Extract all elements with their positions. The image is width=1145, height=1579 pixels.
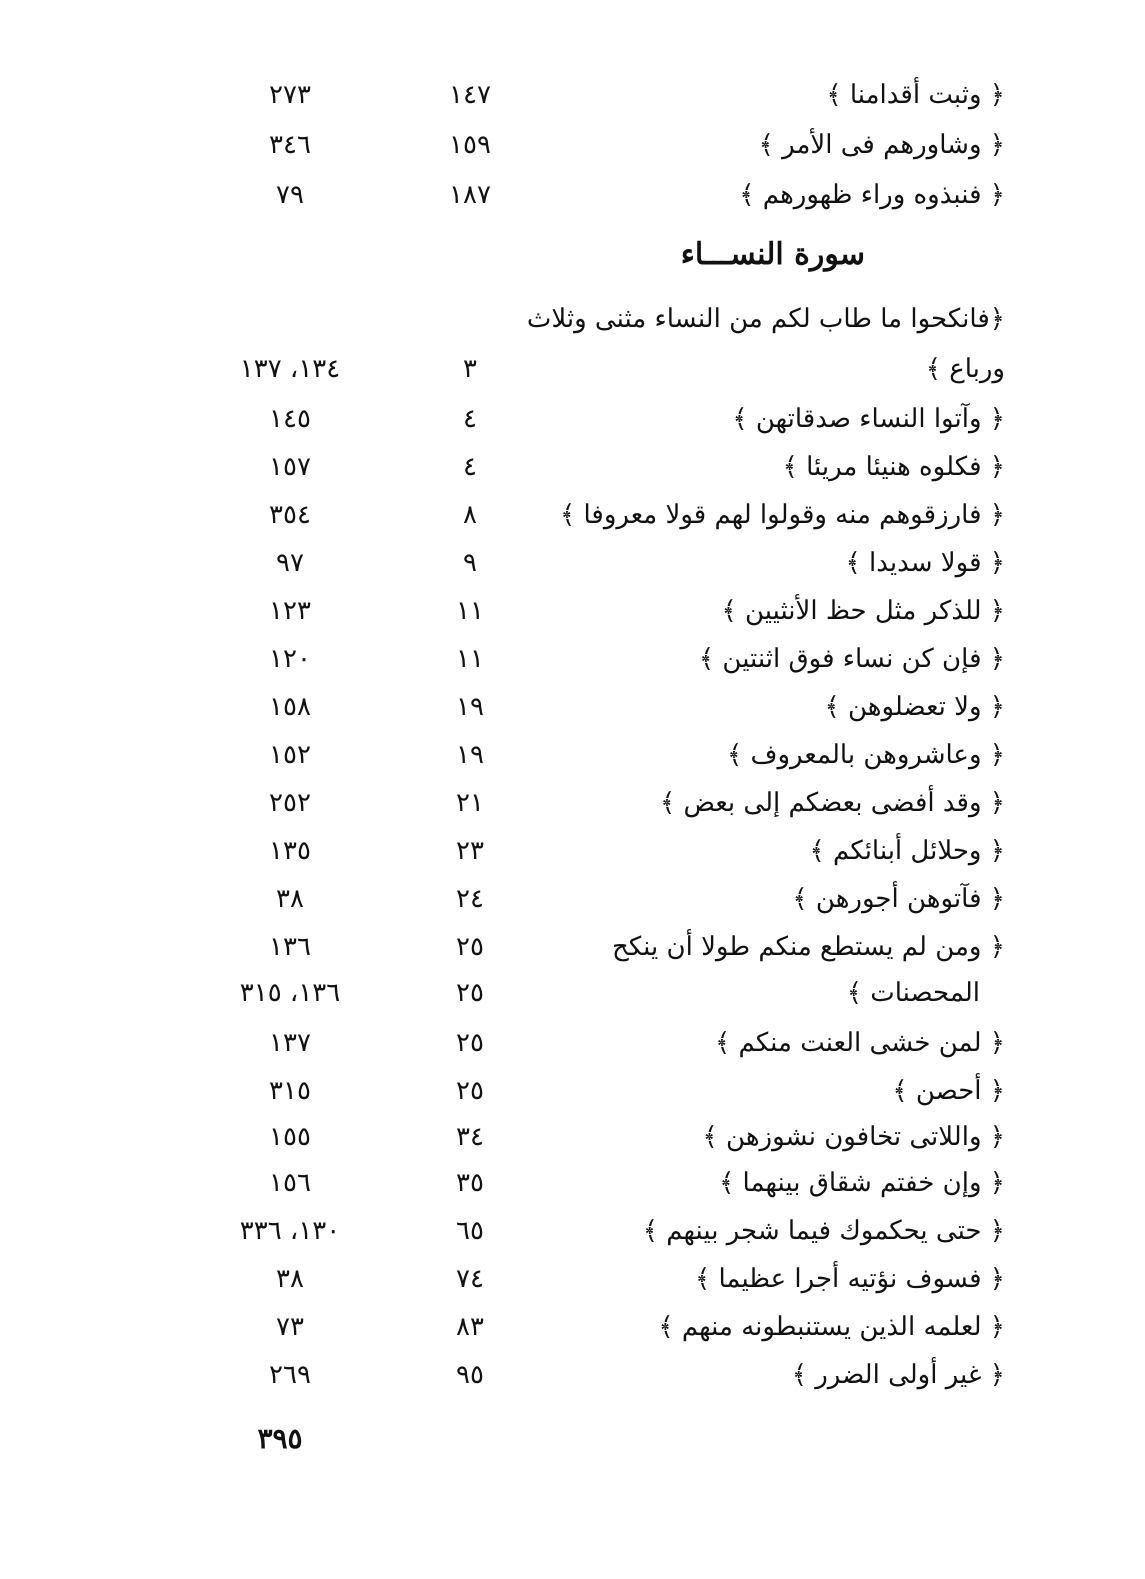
index-entry [0,346,1145,392]
index-entry [0,1068,1145,1114]
entry-verse: ٢٥ [456,978,484,1008]
entry-verse: ٢٥ [456,1028,484,1058]
entry-verse: ٨٣ [456,1312,484,1342]
entry-phrase: المحصنات ﴾ [846,978,980,1008]
entry-phrase: ﴿ فسوف نؤتيه أجرا عظيما ﴾ [695,1264,1005,1294]
entry-verse: ٢١ [456,788,484,818]
index-entry [0,1114,1145,1160]
entry-verse: ٨ [463,500,477,530]
entry-pages: ١٥٧ [269,452,311,482]
entry-pages: ١٥٢ [269,740,311,770]
entry-phrase: ﴿ قولا سديدا ﴾ [845,548,1005,578]
entry-verse: ٣ [463,354,477,384]
index-entry [0,1160,1145,1206]
entry-pages: ١٥٨ [269,692,311,722]
entry-phrase: ﴿ وثبت أقدامنا ﴾ [826,80,1005,110]
entry-pages: ١٥٥ [269,1122,311,1152]
entry-verse: ٢٤ [456,884,484,914]
entry-phrase: ﴿فانكحوا ما طاب لكم من النساء مثنى وثلاث [526,304,1005,334]
index-entry [0,540,1145,586]
entry-phrase: ﴿ فنبذوه وراء ظهورهم ﴾ [739,180,1005,210]
entry-phrase: ﴿ فكلوه هنيئا مريئا ﴾ [782,452,1005,482]
index-entry [0,780,1145,826]
index-entry [0,296,1145,342]
entry-verse: ٣٥ [456,1168,484,1198]
entry-verse: ١٨٧ [449,180,491,210]
entry-phrase: ﴿ وشاورهم فى الأمر ﴾ [758,130,1005,160]
entry-phrase: ﴿ أحصن ﴾ [892,1076,1005,1106]
entry-phrase: ﴿ حتى يحكموك فيما شجر بينهم ﴾ [642,1216,1005,1246]
entry-verse: ١٥٩ [449,130,491,160]
entry-phrase: ﴿ وإن خفتم شقاق بينهما ﴾ [719,1168,1005,1198]
entry-phrase: ﴿ لعلمه الذين يستنبطونه منهم ﴾ [658,1312,1005,1342]
entry-pages: ١٣٦، ٣١٥ [239,978,341,1008]
entry-verse: ١١ [456,644,484,674]
entry-verse: ١٩ [456,740,484,770]
entry-phrase: ﴿ وحلائل أبنائكم ﴾ [809,836,1005,866]
index-entry [0,924,1145,970]
index-entry [0,1352,1145,1398]
index-entry [0,1256,1145,1302]
entry-phrase: ﴿ فارزقوهم منه وقولوا لهم قولا معروفا ﴾ [560,500,1005,530]
entry-pages: ٧٩ [276,180,304,210]
entry-pages: ١٤٥ [269,404,311,434]
entry-pages: ١٣٥ [269,836,311,866]
entry-verse: ٦٥ [456,1216,484,1246]
entry-phrase: ﴿ للذكر مثل حظ الأنثيين ﴾ [721,596,1005,626]
entry-pages: ٣٤٦ [269,130,311,160]
index-entry [0,396,1145,442]
index-entry [0,122,1145,168]
index-entry [0,684,1145,730]
index-entry [0,732,1145,778]
entry-phrase: ورباع ﴾ [925,354,1005,384]
entry-pages: ١٣٠، ٣٣٦ [239,1216,341,1246]
entry-pages: ١٥٦ [269,1168,311,1198]
entry-verse: ٢٣ [456,836,484,866]
index-entry [0,1020,1145,1066]
entry-pages: ٩٧ [276,548,304,578]
index-entry [0,1208,1145,1254]
entry-verse: ٧٤ [456,1264,484,1294]
entry-phrase: ﴿ ومن لم يستطع منكم طولا أن ينكح [612,932,1005,962]
entry-pages: ١٣٧ [269,1028,311,1058]
entry-phrase: ﴿ فآتوهن أجورهن ﴾ [792,884,1005,914]
index-entry [0,172,1145,218]
index-entry [0,72,1145,118]
entry-verse: ٩٥ [456,1360,484,1390]
entry-verse: ١٤٧ [449,80,491,110]
index-entry [0,588,1145,634]
entry-phrase: ﴿ وقد أفضى بعضكم إلى بعض ﴾ [660,788,1005,818]
index-entry [0,970,1145,1016]
entry-pages: ١٣٦ [269,932,311,962]
entry-verse: ١١ [456,596,484,626]
entry-pages: ٣١٥ [269,1076,311,1106]
entry-phrase: ﴿ وعاشروهن بالمعروف ﴾ [727,740,1005,770]
index-entry [0,492,1145,538]
surah-heading: سورة النســـاء [680,237,865,272]
entry-pages: ٢٦٩ [269,1360,311,1390]
entry-phrase: ﴿ واللاتى تخافون نشوزهن ﴾ [702,1122,1005,1152]
entry-verse: ٣٤ [456,1122,484,1152]
page-number: ٣٩٥ [257,1422,303,1455]
index-entry [0,876,1145,922]
index-entry [0,1304,1145,1350]
entry-phrase: ﴿ ولا تعضلوهن ﴾ [824,692,1005,722]
entry-pages: ٣٨ [276,884,304,914]
entry-phrase: ﴿ لمن خشى العنت منكم ﴾ [715,1028,1005,1058]
entry-verse: ٤ [463,404,477,434]
entry-pages: ١٢٣ [269,596,311,626]
index-entry [0,636,1145,682]
entry-phrase: ﴿ وآتوا النساء صدقاتهن ﴾ [732,404,1005,434]
entry-pages: ٣٥٤ [269,500,311,530]
entry-verse: ٩ [463,548,477,578]
entry-pages: ١٣٤، ١٣٧ [239,354,341,384]
entry-pages: ٢٥٢ [269,788,311,818]
entry-phrase: ﴿ فإن كن نساء فوق اثنتين ﴾ [698,644,1005,674]
entry-verse: ١٩ [456,692,484,722]
entry-pages: ٣٨ [276,1264,304,1294]
entry-phrase: ﴿ غير أولى الضرر ﴾ [791,1360,1005,1390]
index-entry [0,828,1145,874]
entry-verse: ٢٥ [456,932,484,962]
entry-pages: ٢٧٣ [269,80,311,110]
entry-pages: ١٢٠ [269,644,311,674]
entry-pages: ٧٣ [276,1312,304,1342]
entry-verse: ٢٥ [456,1076,484,1106]
entry-verse: ٤ [463,452,477,482]
index-entry [0,444,1145,490]
